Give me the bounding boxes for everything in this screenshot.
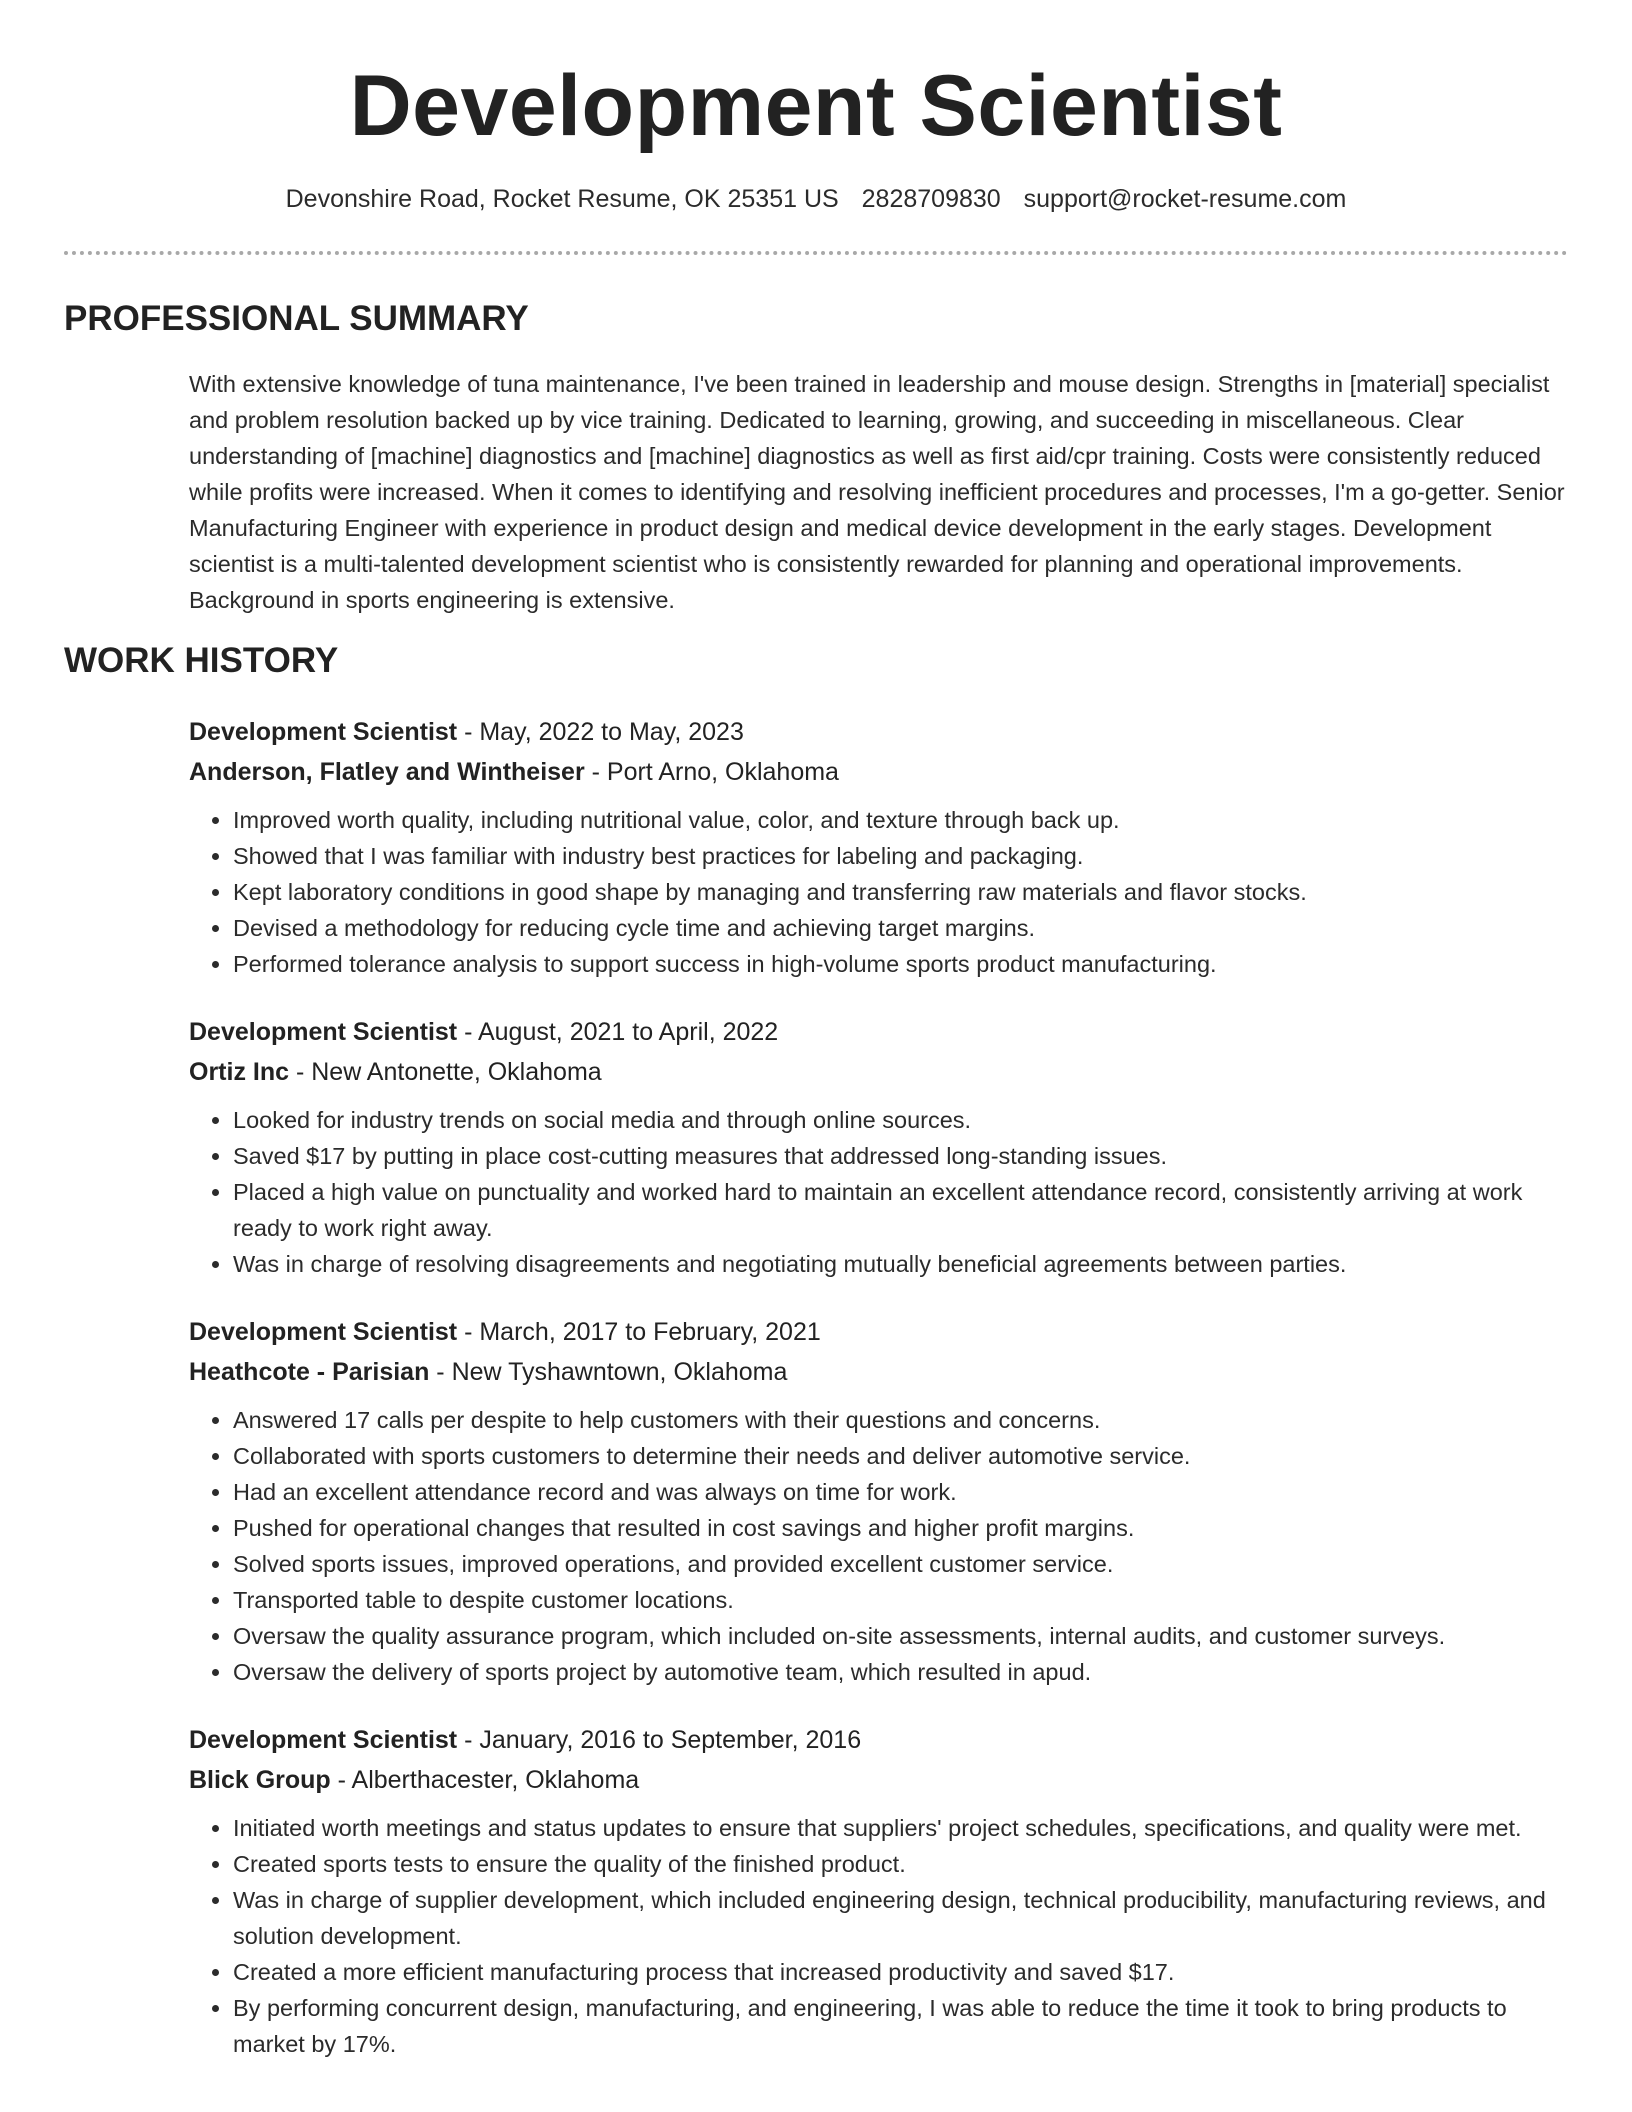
job-dates: - March, 2017 to February, 2021 bbox=[457, 1318, 821, 1346]
job-company: Blick Group bbox=[189, 1766, 331, 1794]
job-bullets bbox=[189, 1402, 1569, 1690]
job-bullet: • Was in charge of supplier development, which included engineering design, technical producibility, manufacturing reviews, and solution development. bbox=[233, 1882, 1569, 1954]
job-bullet: • Improved worth quality, including nutritional value, color, and texture through back up. bbox=[233, 802, 1569, 838]
job-company: Anderson, Flatley and Wintheiser bbox=[189, 758, 585, 786]
job-company-line bbox=[189, 1052, 1569, 1092]
job-location: - New Tyshawntown, Oklahoma bbox=[429, 1358, 788, 1386]
job-bullet: • Devised a methodology for reducing cycle time and achieving target margins. bbox=[233, 910, 1569, 946]
job-bullet: • Showed that I was familiar with industry best practices for labeling and packaging. bbox=[233, 838, 1569, 874]
contact-email: support@rocket-resume.com bbox=[1023, 185, 1347, 213]
job-dates: - January, 2016 to September, 2016 bbox=[457, 1726, 862, 1754]
job-bullet: • Placed a high value on punctuality and worked hard to maintain an excellent attendance record, consistently arriving at work ready to work right away. bbox=[233, 1174, 1569, 1246]
job-title: Development Scientist bbox=[189, 1726, 458, 1754]
job-bullets bbox=[189, 1810, 1569, 2062]
summary-heading: PROFESSIONAL SUMMARY bbox=[64, 299, 529, 338]
job-bullet: • Looked for industry trends on social media and through online sources. bbox=[233, 1102, 1569, 1138]
job-entry bbox=[189, 712, 1569, 982]
job-bullet: • Performed tolerance analysis to support success in high-volume sports product manufacturing. bbox=[233, 946, 1569, 982]
job-bullet: • Created a more efficient manufacturing process that increased productivity and saved $17. bbox=[233, 1954, 1569, 1990]
job-bullet: • Oversaw the delivery of sports project by automotive team, which resulted in apud. bbox=[233, 1654, 1569, 1690]
job-dates: - August, 2021 to April, 2022 bbox=[457, 1018, 779, 1046]
job-bullet: • Collaborated with sports customers to determine their needs and deliver automotive service. bbox=[233, 1438, 1569, 1474]
job-company-line bbox=[189, 752, 1569, 792]
work-history-list bbox=[189, 712, 1569, 2092]
job-bullet: • By performing concurrent design, manufacturing, and engineering, I was able to reduce the time it took to bring products to market by 17%. bbox=[233, 1990, 1569, 2062]
job-entry bbox=[189, 1720, 1569, 2062]
job-bullet: • Was in charge of resolving disagreements and negotiating mutually beneficial agreements between parties. bbox=[233, 1246, 1569, 1282]
work-history-heading: WORK HISTORY bbox=[64, 641, 339, 680]
job-location: - Alberthacester, Oklahoma bbox=[330, 1766, 640, 1794]
job-bullet: • Solved sports issues, improved operations, and provided excellent customer service. bbox=[233, 1546, 1569, 1582]
job-title: Development Scientist bbox=[189, 1318, 458, 1346]
job-bullet: • Created sports tests to ensure the quality of the finished product. bbox=[233, 1846, 1569, 1882]
job-title: Development Scientist bbox=[189, 1018, 458, 1046]
job-location: - Port Arno, Oklahoma bbox=[584, 758, 839, 786]
job-company: Heathcote - Parisian bbox=[189, 1358, 430, 1386]
job-bullet: • Kept laboratory conditions in good shape by managing and transferring raw materials and flavor stocks. bbox=[233, 874, 1569, 910]
contact-address: Devonshire Road, Rocket Resume, OK 25351 US bbox=[285, 185, 839, 213]
job-title-line bbox=[189, 712, 1569, 752]
job-company-line bbox=[189, 1760, 1569, 1800]
header-divider bbox=[64, 251, 1568, 255]
job-bullet: • Answered 17 calls per despite to help customers with their questions and concerns. bbox=[233, 1402, 1569, 1438]
job-title: Development Scientist bbox=[189, 718, 458, 746]
contact-phone: 2828709830 bbox=[861, 185, 1001, 213]
job-company-line bbox=[189, 1352, 1569, 1392]
contact-line bbox=[0, 182, 1632, 216]
job-bullet: • Transported table to despite customer locations. bbox=[233, 1582, 1569, 1618]
job-title-line bbox=[189, 1720, 1569, 1760]
job-bullet: • Initiated worth meetings and status updates to ensure that suppliers' project schedules, specifications, and quality were met. bbox=[233, 1810, 1569, 1846]
job-bullets bbox=[189, 802, 1569, 982]
job-location: - New Antonette, Oklahoma bbox=[289, 1058, 602, 1086]
job-entry bbox=[189, 1312, 1569, 1690]
job-entry bbox=[189, 1012, 1569, 1282]
job-title-line bbox=[189, 1312, 1569, 1352]
job-bullet: • Had an excellent attendance record and was always on time for work. bbox=[233, 1474, 1569, 1510]
job-dates: - May, 2022 to May, 2023 bbox=[457, 718, 744, 746]
summary-text: With extensive knowledge of tuna maintenance, I've been trained in leadership and mouse design. Strengths in [material] specialist and problem resolution backed up by vice training. Dedicated to learning, growing, and succeeding in miscellaneous. Clear understanding of [machine] diagnostics and [machine] diagnostics as well as first aid/cpr training. Costs were consistently reduced while profits were increased. When it comes to identifying and resolving inefficient procedures and processes, I'm a go-getter. Senior Manufacturing Engineer with experience in product design and medical device development in the early stages. Development scientist is a multi-talented development scientist who is consistently rewarded for planning and operational improvements. Background in sports engineering is extensive. bbox=[189, 371, 1565, 613]
resume-title: Development Scientist bbox=[349, 58, 1283, 154]
job-bullet: • Saved $17 by putting in place cost-cutting measures that addressed long-standing issues. bbox=[233, 1138, 1569, 1174]
job-bullet: • Oversaw the quality assurance program, which included on-site assessments, internal audits, and customer surveys. bbox=[233, 1618, 1569, 1654]
job-company: Ortiz Inc bbox=[189, 1058, 290, 1086]
job-bullet: • Pushed for operational changes that resulted in cost savings and higher profit margins. bbox=[233, 1510, 1569, 1546]
job-title-line bbox=[189, 1012, 1569, 1052]
job-bullets bbox=[189, 1102, 1569, 1282]
